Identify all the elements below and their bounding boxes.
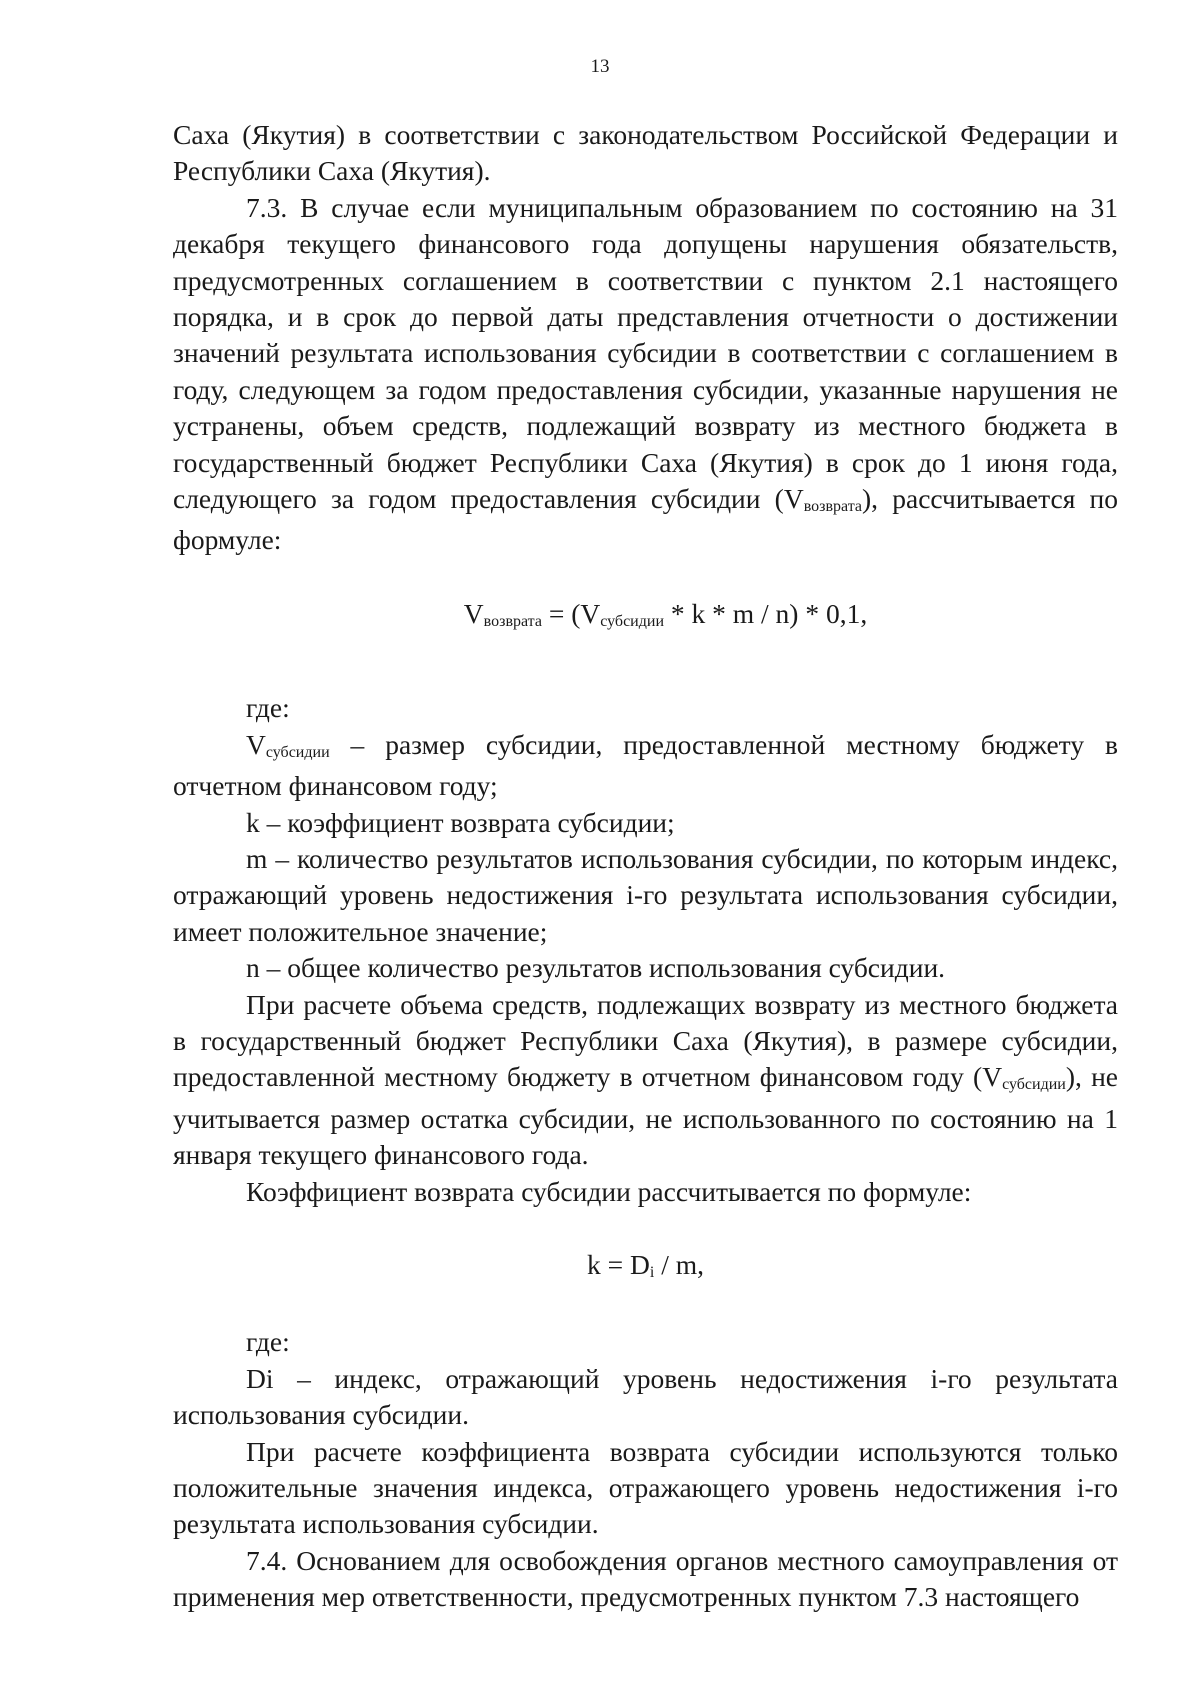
formula1-v-subscript: возврата bbox=[483, 612, 542, 630]
def-v-subscript: субсидии bbox=[265, 743, 330, 761]
page-number: 13 bbox=[590, 56, 610, 77]
paragraph-7-3-text-a: 7.3. В случае если муниципальным образованием по состоянию на 31 декабря текущего финансового года допущены нарушения обязательств, предусмотренных соглашением в соответствии с пунктом 2.1 настоящего порядка, и в срок до первой даты представления отчетности о достижении значений результата использования субсидии в соответствии с соглашением в году, следующем за годом предоставления субсидии, указанные нарушения не устранены, объем средств, подлежащий возврату из местного бюджета в государственный бюджет Республики Саха (Якутия) в срок до 1 июня года, следующего за годом предоставления субсидии ( bbox=[173, 191, 1118, 515]
document-body bbox=[173, 117, 1118, 1616]
formula2-rhs: / m, bbox=[654, 1248, 704, 1280]
definition-n: n – общее количество результатов использования субсидии. bbox=[246, 952, 946, 984]
paragraph-calculation bbox=[173, 987, 1118, 1174]
definition-k: k – коэффициент возврата субсидии; bbox=[246, 806, 675, 838]
paragraph-positive-values: При расчете коэффициента возврата субсидии используются только положительные значения индекса, отражающего уровень недостижения i-го результата использования субсидии. bbox=[173, 1435, 1118, 1540]
calc-v-subscript: субсидии bbox=[1002, 1076, 1066, 1094]
definition-di: Di – индекс, отражающий уровень недостижения i-го результата использования субсидии. bbox=[173, 1362, 1118, 1431]
def-v-text: – размер субсидии, предоставленной местному бюджету в отчетном финансовом году; bbox=[173, 728, 1118, 802]
paragraph-calc-text-a: При расчете объема средств, подлежащих возврату из местного бюджета в государственный бюджет Республики Саха (Якутия), в размере субсидии, предоставленной местному бюджету в отчетном финансовом году ( bbox=[173, 988, 1118, 1093]
formula2-subscript: i bbox=[649, 1263, 655, 1281]
definition-v-subsidy bbox=[173, 727, 1118, 805]
paragraph-coefficient: Коэффициент возврата субсидии рассчитывается по формуле: bbox=[246, 1175, 972, 1207]
formula1-v: V bbox=[463, 597, 484, 629]
paragraph-7-3-text-b: ), рассчитывается по формуле: bbox=[173, 483, 1118, 556]
v-return-var: V bbox=[783, 483, 804, 515]
formula-v-return bbox=[173, 596, 1118, 637]
formula1-v2-subscript: субсидии bbox=[600, 612, 664, 630]
paragraph-7-4: 7.4. Основанием для освобождения органов местного самоуправления от применения мер ответственности, предусмотренных пунктом 7.3 настоящего bbox=[173, 1544, 1118, 1613]
paragraph-7-3 bbox=[173, 190, 1118, 559]
formula1-rest: * k * m / n) * 0,1, bbox=[664, 597, 868, 629]
def-v-var: V bbox=[246, 728, 266, 760]
where-label-1: где: bbox=[246, 692, 290, 724]
formula1-eq: = (V bbox=[541, 597, 601, 629]
definition-m: m – количество результатов использования субсидии, по которым индекс, отражающий уровень недостижения i-го результата использования субсидии, имеет положительное значение; bbox=[173, 842, 1118, 947]
formula-k bbox=[173, 1247, 1118, 1288]
v-return-subscript: возврата bbox=[803, 498, 863, 516]
formula2-lhs: k = D bbox=[587, 1248, 650, 1280]
paragraph-calc-text-b: ), не учитывается размер остатка субсидии, не использованного по состоянию на 1 января текущего финансового года. bbox=[173, 1061, 1118, 1171]
paragraph-continuation: Саха (Якутия) в соответствии с законодательством Российской Федерации и Республики Саха (Якутия). bbox=[173, 119, 1118, 187]
where-label-2: где: bbox=[246, 1326, 290, 1358]
calc-v-var: V bbox=[982, 1061, 1003, 1093]
